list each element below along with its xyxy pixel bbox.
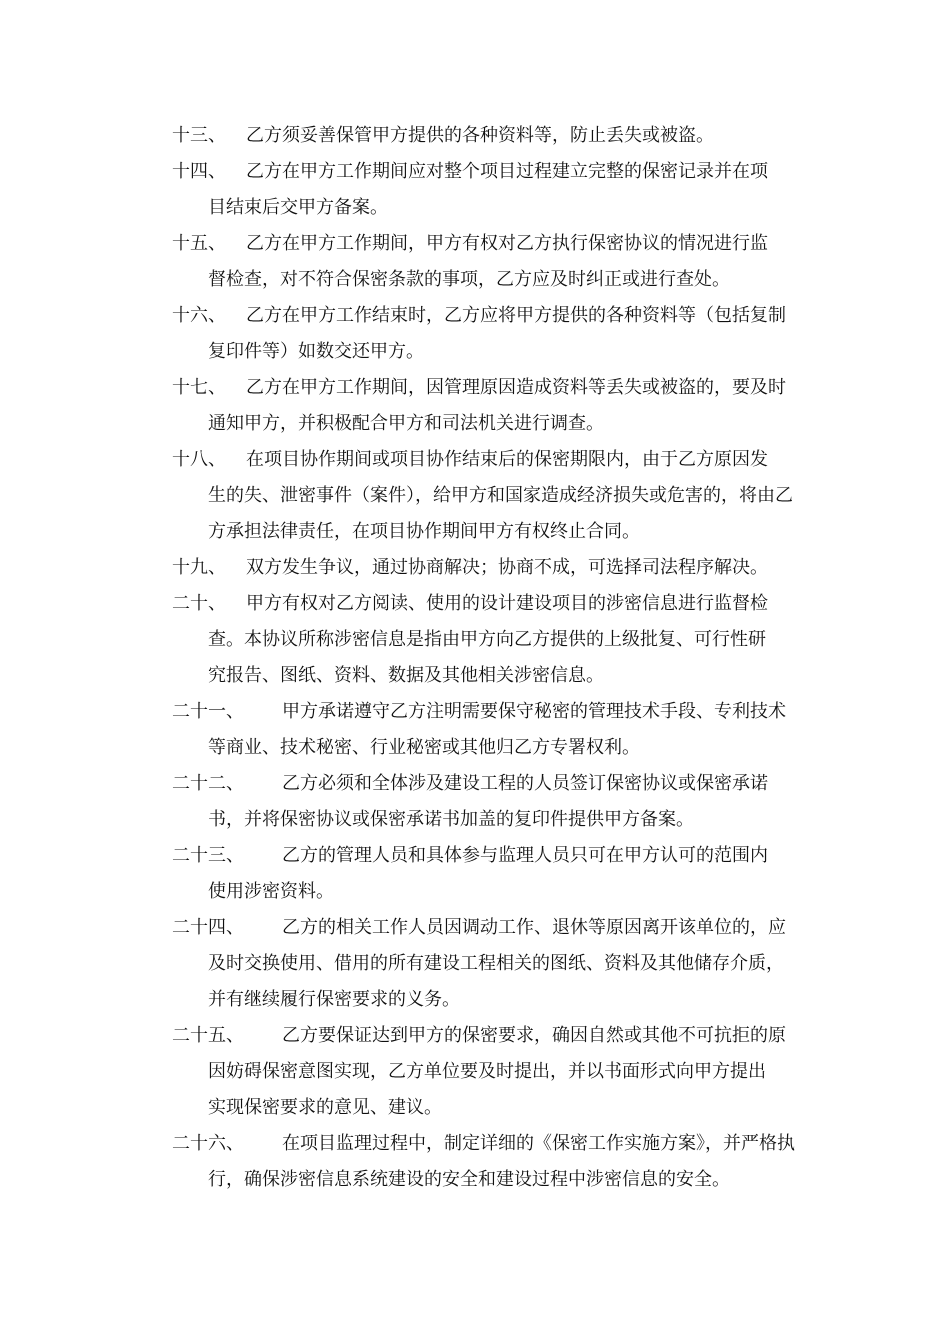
clause-item <box>0 694 950 766</box>
clause-text: 在项目协作期间或项目协作结束后的保密期限内，由于乙方原因发 <box>246 449 768 470</box>
clause-continuation-line: 究报告、图纸、资料、数据及其他相关涉密信息。 <box>208 665 604 686</box>
clause-item <box>0 550 950 586</box>
clause-text: 甲方承诺遵守乙方注明需要保守秘密的管理技术手段、专利技术 <box>282 701 786 722</box>
clause-continuation-line: 查。本协议所称涉密信息是指由甲方向乙方提供的上级批复、可行性研 <box>208 629 766 650</box>
clause-list <box>0 118 950 1198</box>
clause-continuation-line: 目结束后交甲方备案。 <box>208 197 388 218</box>
clause-continuation-line: 并有继续履行保密要求的义务。 <box>208 989 460 1010</box>
clause-number: 二十、 <box>172 593 226 614</box>
clause-continuation-line: 生的失、泄密事件（案件），给甲方和国家造成经济损失或危害的，将由乙 <box>208 485 793 506</box>
clause-number: 二十二、 <box>172 773 244 794</box>
clause-continuation-line: 等商业、技术秘密、行业秘密或其他归乙方专署权利。 <box>208 737 640 758</box>
clause-number: 十九、 <box>172 557 226 578</box>
clause-first-line <box>0 1126 950 1162</box>
clause-continuation-line: 通知甲方，并积极配合甲方和司法机关进行调查。 <box>208 413 604 434</box>
clause-continuation-line: 因妨碍保密意图实现，乙方单位要及时提出，并以书面形式向甲方提出 <box>208 1061 766 1082</box>
clause-continuation-line: 方承担法律责任，在项目协作期间甲方有权终止合同。 <box>208 521 640 542</box>
clause-number: 二十六、 <box>172 1133 244 1154</box>
clause-continuation-line: 复印件等）如数交还甲方。 <box>208 341 424 362</box>
clause-number: 二十四、 <box>172 917 244 938</box>
clause-text: 双方发生争议，通过协商解决；协商不成，可选择司法程序解决。 <box>246 557 768 578</box>
clause-text: 乙方在甲方工作期间，因管理原因造成资料等丢失或被盗的，要及时 <box>246 377 786 398</box>
clause-number: 二十三、 <box>172 845 244 866</box>
clause-item <box>0 1126 950 1198</box>
clause-item <box>0 118 950 154</box>
clause-text: 乙方在甲方工作期间，甲方有权对乙方执行保密协议的情况进行监 <box>246 233 768 254</box>
clause-text: 乙方的管理人员和具体参与监理人员只可在甲方认可的范围内 <box>282 845 768 866</box>
clause-first-line <box>0 586 950 622</box>
clause-continuation-line: 及时交换使用、借用的所有建设工程相关的图纸、资料及其他储存介质， <box>208 953 784 974</box>
clause-text: 在项目监理过程中，制定详细的《保密工作实施方案》，并严格执 <box>282 1133 795 1154</box>
clause-continuation-line: 使用涉密资料。 <box>208 881 334 902</box>
clause-item <box>0 154 950 226</box>
clause-text: 乙方的相关工作人员因调动工作、退休等原因离开该单位的，应 <box>282 917 786 938</box>
clause-first-line <box>0 838 950 874</box>
clause-number: 二十一、 <box>172 701 244 722</box>
clause-text: 乙方要保证达到甲方的保密要求，确因自然或其他不可抗拒的原 <box>282 1025 786 1046</box>
clause-first-line <box>0 118 950 154</box>
clause-item <box>0 766 950 838</box>
clause-first-line <box>0 298 950 334</box>
clause-item <box>0 370 950 442</box>
clause-text: 乙方在甲方工作期间应对整个项目过程建立完整的保密记录并在项 <box>246 161 768 182</box>
clause-text: 乙方在甲方工作结束时，乙方应将甲方提供的各种资料等（包括复制 <box>246 305 786 326</box>
clause-continuation-line: 督检查，对不符合保密条款的事项，乙方应及时纠正或进行查处。 <box>208 269 730 290</box>
clause-continuation-line: 实现保密要求的意见、建议。 <box>208 1097 442 1118</box>
clause-number: 十三、 <box>172 125 226 146</box>
clause-first-line <box>0 226 950 262</box>
clause-item <box>0 1018 950 1126</box>
clause-first-line <box>0 1018 950 1054</box>
clause-first-line <box>0 694 950 730</box>
clause-text: 乙方须妥善保管甲方提供的各种资料等，防止丢失或被盗。 <box>246 125 714 146</box>
clause-number: 十四、 <box>172 161 226 182</box>
clause-number: 十五、 <box>172 233 226 254</box>
clause-number: 十六、 <box>172 305 226 326</box>
clause-first-line <box>0 154 950 190</box>
clause-first-line <box>0 442 950 478</box>
clause-number: 十八、 <box>172 449 226 470</box>
clause-item <box>0 298 950 370</box>
clause-number: 十七、 <box>172 377 226 398</box>
clause-first-line <box>0 766 950 802</box>
clause-item <box>0 586 950 694</box>
clause-item <box>0 226 950 298</box>
clause-continuation-line: 行，确保涉密信息系统建设的安全和建设过程中涉密信息的安全。 <box>208 1169 730 1190</box>
clause-item <box>0 442 950 550</box>
clause-text: 甲方有权对乙方阅读、使用的设计建设项目的涉密信息进行监督检 <box>246 593 768 614</box>
clause-item <box>0 838 950 910</box>
clause-continuation-line: 书，并将保密协议或保密承诺书加盖的复印件提供甲方备案。 <box>208 809 694 830</box>
clause-text: 乙方必须和全体涉及建设工程的人员签订保密协议或保密承诺 <box>282 773 768 794</box>
clause-first-line <box>0 370 950 406</box>
clause-item <box>0 910 950 1018</box>
clause-first-line <box>0 910 950 946</box>
clause-number: 二十五、 <box>172 1025 244 1046</box>
clause-first-line <box>0 550 950 586</box>
